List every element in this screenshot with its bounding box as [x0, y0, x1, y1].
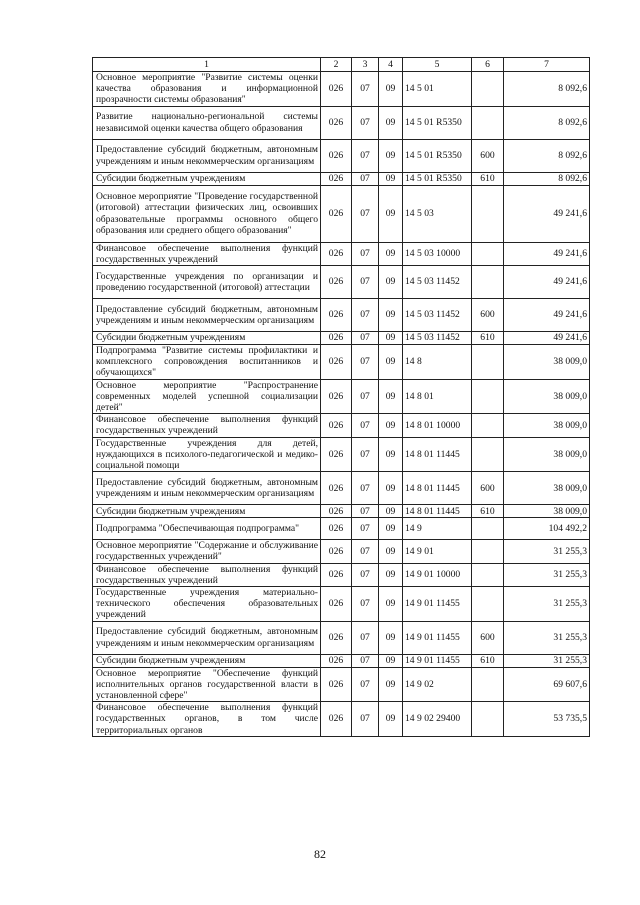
- section-code: 07: [352, 242, 379, 265]
- item-name: Субсидии бюджетным учреждениям: [93, 654, 321, 667]
- expense-type-code: [472, 667, 504, 702]
- target-article-code: 14 5 03 11452: [403, 299, 472, 332]
- expense-type-code: [472, 414, 504, 437]
- admin-code: 026: [321, 332, 352, 345]
- amount: 49 241,6: [504, 266, 590, 299]
- target-article-code: 14 5 03 11452: [403, 266, 472, 299]
- section-code: 07: [352, 621, 379, 654]
- subsection-code: 09: [379, 242, 403, 265]
- admin-code: 026: [321, 667, 352, 702]
- amount: 31 255,3: [504, 587, 590, 622]
- section-code: 07: [352, 72, 379, 107]
- budget-table: [92, 57, 590, 737]
- target-article-code: 14 9 01 10000: [403, 563, 472, 586]
- target-article-code: 14 5 01 R5350: [403, 106, 472, 139]
- expense-type-code: [472, 242, 504, 265]
- section-code: 07: [352, 379, 379, 414]
- section-code: 07: [352, 414, 379, 437]
- amount: 38 009,0: [504, 414, 590, 437]
- item-name: Государственные учреждения для детей, нуждающихся в психолого-педагогической и медико-социальной помощи: [93, 437, 321, 472]
- admin-code: 026: [321, 106, 352, 139]
- table-row: [93, 621, 590, 654]
- target-article-code: 14 8 01 11445: [403, 437, 472, 472]
- expense-type-code: [472, 72, 504, 107]
- expense-type-code: 610: [472, 505, 504, 518]
- table-row: [93, 505, 590, 518]
- amount: 38 009,0: [504, 472, 590, 505]
- subsection-code: 09: [379, 654, 403, 667]
- subsection-code: 09: [379, 518, 403, 540]
- target-article-code: 14 9 01 11455: [403, 621, 472, 654]
- amount: 31 255,3: [504, 654, 590, 667]
- target-article-code: 14 5 01: [403, 72, 472, 107]
- table-header: [93, 58, 590, 72]
- table-row: [93, 472, 590, 505]
- table-row: [93, 702, 590, 737]
- target-article-code: 14 9 02 29400: [403, 702, 472, 737]
- header-col-2: 2: [321, 58, 352, 72]
- subsection-code: 09: [379, 345, 403, 380]
- section-code: 07: [352, 518, 379, 540]
- header-col-7: 7: [504, 58, 590, 72]
- table-row: [93, 172, 590, 185]
- target-article-code: 14 9: [403, 518, 472, 540]
- expense-type-code: 600: [472, 621, 504, 654]
- target-article-code: 14 5 03 10000: [403, 242, 472, 265]
- section-code: 07: [352, 299, 379, 332]
- expense-type-code: 600: [472, 299, 504, 332]
- target-article-code: 14 9 01 11455: [403, 587, 472, 622]
- subsection-code: 09: [379, 621, 403, 654]
- target-article-code: 14 9 01: [403, 540, 472, 563]
- table-row: [93, 139, 590, 172]
- admin-code: 026: [321, 587, 352, 622]
- expense-type-code: 600: [472, 139, 504, 172]
- item-name: Основное мероприятие "Проведение государственной (итоговой) аттестации физических лиц, освоивших образовательные программы основного общего образования или среднего общего образования": [93, 185, 321, 242]
- table-row: [93, 106, 590, 139]
- item-name: Государственные учреждения по организации и проведению государственной (итоговой) аттестации: [93, 266, 321, 299]
- expense-type-code: [472, 437, 504, 472]
- table-row: [93, 667, 590, 702]
- target-article-code: 14 8: [403, 345, 472, 380]
- admin-code: 026: [321, 266, 352, 299]
- subsection-code: 09: [379, 587, 403, 622]
- section-code: 07: [352, 540, 379, 563]
- target-article-code: 14 5 03: [403, 185, 472, 242]
- amount: 8 092,6: [504, 139, 590, 172]
- item-name: Субсидии бюджетным учреждениям: [93, 332, 321, 345]
- subsection-code: 09: [379, 299, 403, 332]
- admin-code: 026: [321, 472, 352, 505]
- item-name: Финансовое обеспечение выполнения функций государственных учреждений: [93, 414, 321, 437]
- target-article-code: 14 9 02: [403, 667, 472, 702]
- subsection-code: 09: [379, 266, 403, 299]
- admin-code: 026: [321, 185, 352, 242]
- amount: 8 092,6: [504, 72, 590, 107]
- admin-code: 026: [321, 563, 352, 586]
- amount: 38 009,0: [504, 437, 590, 472]
- item-name: Основное мероприятие "Обеспечение функций исполнительных органов государственной власти в установленной сфере": [93, 667, 321, 702]
- section-code: 07: [352, 185, 379, 242]
- admin-code: 026: [321, 621, 352, 654]
- subsection-code: 09: [379, 563, 403, 586]
- subsection-code: 09: [379, 72, 403, 107]
- section-code: 07: [352, 437, 379, 472]
- admin-code: 026: [321, 505, 352, 518]
- subsection-code: 09: [379, 185, 403, 242]
- subsection-code: 09: [379, 437, 403, 472]
- admin-code: 026: [321, 345, 352, 380]
- admin-code: 026: [321, 379, 352, 414]
- item-name: Предоставление субсидий бюджетным, автономным учреждениям и иным некоммерческим организациям: [93, 472, 321, 505]
- expense-type-code: [472, 563, 504, 586]
- item-name: Предоставление субсидий бюджетным, автономным учреждениям и иным некоммерческим организациям: [93, 299, 321, 332]
- item-name: Финансовое обеспечение выполнения функций государственных учреждений: [93, 563, 321, 586]
- target-article-code: 14 8 01 11445: [403, 472, 472, 505]
- expense-type-code: [472, 702, 504, 737]
- section-code: 07: [352, 667, 379, 702]
- expense-type-code: 610: [472, 332, 504, 345]
- item-name: Развитие национально-региональной системы независимой оценки качества общего образования: [93, 106, 321, 139]
- admin-code: 026: [321, 437, 352, 472]
- admin-code: 026: [321, 139, 352, 172]
- item-name: Финансовое обеспечение выполнения функций государственных органов, в том числе территориальных органов: [93, 702, 321, 737]
- admin-code: 026: [321, 242, 352, 265]
- expense-type-code: [472, 266, 504, 299]
- amount: 8 092,6: [504, 106, 590, 139]
- item-name: Субсидии бюджетным учреждениям: [93, 172, 321, 185]
- header-col-6: 6: [472, 58, 504, 72]
- subsection-code: 09: [379, 540, 403, 563]
- subsection-code: 09: [379, 472, 403, 505]
- amount: 69 607,6: [504, 667, 590, 702]
- expense-type-code: [472, 518, 504, 540]
- expense-type-code: [472, 379, 504, 414]
- page-number: 82: [314, 847, 326, 861]
- header-col-4: 4: [379, 58, 403, 72]
- table-row: [93, 379, 590, 414]
- table-body: [93, 72, 590, 737]
- target-article-code: 14 8 01 10000: [403, 414, 472, 437]
- subsection-code: 09: [379, 702, 403, 737]
- item-name: Основное мероприятие "Развитие системы оценки качества образования и информационной прозрачности системы образования": [93, 72, 321, 107]
- header-col-3: 3: [352, 58, 379, 72]
- item-name: Основное мероприятие "Содержание и обслуживание государственных учреждений": [93, 540, 321, 563]
- amount: 104 492,2: [504, 518, 590, 540]
- item-name: Финансовое обеспечение выполнения функций государственных учреждений: [93, 242, 321, 265]
- section-code: 07: [352, 345, 379, 380]
- subsection-code: 09: [379, 414, 403, 437]
- expense-type-code: [472, 185, 504, 242]
- table-row: [93, 587, 590, 622]
- section-code: 07: [352, 106, 379, 139]
- target-article-code: 14 5 03 11452: [403, 332, 472, 345]
- table-row: [93, 242, 590, 265]
- header-col-5: 5: [403, 58, 472, 72]
- expense-type-code: [472, 106, 504, 139]
- table-row: [93, 563, 590, 586]
- target-article-code: 14 8 01: [403, 379, 472, 414]
- section-code: 07: [352, 587, 379, 622]
- target-article-code: 14 5 01 R5350: [403, 172, 472, 185]
- subsection-code: 09: [379, 106, 403, 139]
- amount: 31 255,3: [504, 540, 590, 563]
- amount: 49 241,6: [504, 299, 590, 332]
- item-name: Основное мероприятие "Распространение современных моделей успешной социализации детей": [93, 379, 321, 414]
- table-row: [93, 414, 590, 437]
- target-article-code: 14 9 01 11455: [403, 654, 472, 667]
- admin-code: 026: [321, 72, 352, 107]
- table-row: [93, 185, 590, 242]
- table-row: [93, 299, 590, 332]
- admin-code: 026: [321, 414, 352, 437]
- amount: 49 241,6: [504, 185, 590, 242]
- expense-type-code: [472, 345, 504, 380]
- amount: 49 241,6: [504, 332, 590, 345]
- item-name: Подпрограмма "Развитие системы профилактики и комплексного сопровождения воспитанников и обучающихся": [93, 345, 321, 380]
- table-row: [93, 654, 590, 667]
- admin-code: 026: [321, 172, 352, 185]
- expense-type-code: 610: [472, 654, 504, 667]
- amount: 53 735,5: [504, 702, 590, 737]
- amount: 38 009,0: [504, 345, 590, 380]
- amount: 49 241,6: [504, 242, 590, 265]
- section-code: 07: [352, 702, 379, 737]
- item-name: Предоставление субсидий бюджетным, автономным учреждениям и иным некоммерческим организациям: [93, 621, 321, 654]
- amount: 38 009,0: [504, 379, 590, 414]
- amount: 8 092,6: [504, 172, 590, 185]
- section-code: 07: [352, 472, 379, 505]
- header-row: [93, 58, 590, 72]
- table-row: [93, 266, 590, 299]
- subsection-code: 09: [379, 332, 403, 345]
- subsection-code: 09: [379, 379, 403, 414]
- section-code: 07: [352, 332, 379, 345]
- expense-type-code: [472, 540, 504, 563]
- item-name: Подпрограмма "Обеспечивающая подпрограмма": [93, 518, 321, 540]
- table-row: [93, 540, 590, 563]
- section-code: 07: [352, 139, 379, 172]
- item-name: Предоставление субсидий бюджетным, автономным учреждениям и иным некоммерческим организациям: [93, 139, 321, 172]
- section-code: 07: [352, 654, 379, 667]
- table-row: [93, 72, 590, 107]
- expense-type-code: [472, 587, 504, 622]
- subsection-code: 09: [379, 667, 403, 702]
- amount: 31 255,3: [504, 563, 590, 586]
- table-row: [93, 518, 590, 540]
- section-code: 07: [352, 563, 379, 586]
- section-code: 07: [352, 172, 379, 185]
- header-col-1: 1: [93, 58, 321, 72]
- section-code: 07: [352, 266, 379, 299]
- admin-code: 026: [321, 654, 352, 667]
- item-name: Субсидии бюджетным учреждениям: [93, 505, 321, 518]
- expense-type-code: 600: [472, 472, 504, 505]
- table-row: [93, 332, 590, 345]
- table-row: [93, 437, 590, 472]
- item-name: Государственные учреждения материально-технического обеспечения образовательных учреждений: [93, 587, 321, 622]
- section-code: 07: [352, 505, 379, 518]
- expense-type-code: 610: [472, 172, 504, 185]
- amount: 38 009,0: [504, 505, 590, 518]
- target-article-code: 14 8 01 11445: [403, 505, 472, 518]
- admin-code: 026: [321, 299, 352, 332]
- admin-code: 026: [321, 702, 352, 737]
- subsection-code: 09: [379, 505, 403, 518]
- admin-code: 026: [321, 540, 352, 563]
- subsection-code: 09: [379, 172, 403, 185]
- subsection-code: 09: [379, 139, 403, 172]
- amount: 31 255,3: [504, 621, 590, 654]
- target-article-code: 14 5 01 R5350: [403, 139, 472, 172]
- table-row: [93, 345, 590, 380]
- admin-code: 026: [321, 518, 352, 540]
